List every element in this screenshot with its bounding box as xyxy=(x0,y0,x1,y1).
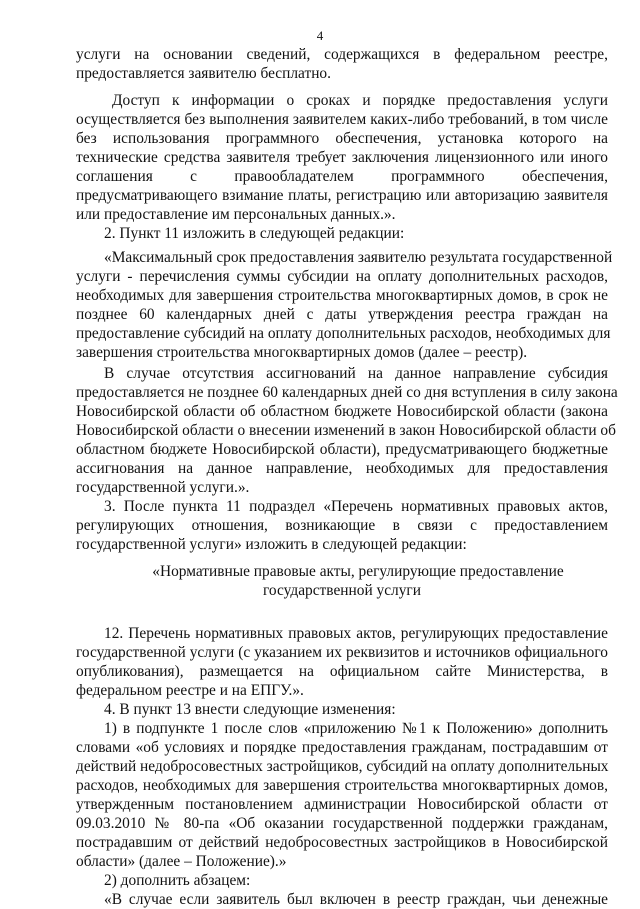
text-line: предоставляется заявителю бесплатно. xyxy=(76,65,331,82)
text-line: услуги на основании сведений, содержащихся в федеральном реестре, xyxy=(76,46,608,63)
text-line: государственной услуги (с указанием их реквизитов и источников официального xyxy=(76,644,608,661)
text-line: 3. После пункта 11 подраздел «Перечень нормативных правовых актов, xyxy=(104,498,608,515)
text-line: регулирующих отношения, возникающие в связи с предоставлением xyxy=(76,517,608,534)
text-line: пострадавшим от действий недобросовестных застройщиков в Новосибирской xyxy=(76,834,608,851)
text-line: 12. Перечень нормативных правовых актов, регулирующих предоставление xyxy=(104,625,608,642)
text-line: области» (далее – Положение).» xyxy=(76,853,287,870)
text-line: Доступ к информации о сроках и порядке предоставления услуги xyxy=(112,92,608,109)
text-line: «Максимальный срок предоставления заявителю результата государственной xyxy=(104,249,613,266)
text-line: «В случае если заявитель был включен в реестр граждан, чьи денежные xyxy=(104,891,608,908)
text-line: расходов, необходимых для завершения строительства многоквартирных домов, xyxy=(76,777,608,794)
text-line: 1) в подпункте 1 после слов «приложению №1 к Положению» дополнить xyxy=(104,720,608,737)
text-line: соглашения с правообладателем программного обеспечения, xyxy=(76,168,608,185)
text-line: позднее 60 календарных дней с даты утверждения реестра граждан на xyxy=(76,306,608,323)
text-line: действий недобросовестных застройщиков, субсидий на оплату дополнительных xyxy=(76,758,609,775)
text-line: 2) дополнить абзацем: xyxy=(104,872,251,889)
text-line: или предоставление им персональных данных.». xyxy=(76,206,396,223)
text-line: предусматривающего взимание платы, регистрацию или авторизацию заявителя xyxy=(76,187,608,204)
text-line: ассигнования на данное направление, необходимых для предоставления xyxy=(76,460,608,477)
text-line: 4. В пункт 13 внести следующие изменения: xyxy=(104,701,396,718)
text-line: Новосибирской области об областном бюджете Новосибирской области (закона xyxy=(76,403,608,420)
text-line: 2. Пункт 11 изложить в следующей редакции: xyxy=(104,225,405,242)
text-line: Новосибирской области о внесении изменений в закон Новосибирской области об xyxy=(76,422,616,439)
text-line: необходимых для завершения строительства многоквартирных домов, в срок не xyxy=(76,287,608,304)
text-line: утвержденным постановлением администрации Новосибирской области от xyxy=(76,796,608,813)
text-line: услуги - перечисления суммы субсидии на оплату дополнительных расходов, xyxy=(76,268,608,285)
text-line: В случае отсутствия ассигнований на данное направление субсидия xyxy=(104,365,608,382)
text-line: 09.03.2010 № 80-па «Об оказании государственной поддержки гражданам, xyxy=(76,815,608,832)
text-line: федеральном реестре и на ЕПГУ.». xyxy=(76,682,304,699)
text-line: опубликования), размещается на официальном сайте Министерства, в xyxy=(76,663,608,680)
text-line: государственной услуги.». xyxy=(76,479,250,496)
page-number: 4 xyxy=(316,28,324,43)
text-line: областном бюджете Новосибирской области), предусматривающего бюджетные xyxy=(76,441,608,458)
text-line: государственной услуги» изложить в следующей редакции: xyxy=(76,536,467,553)
section-heading: «Нормативные правовые акты, регулирующие предоставление xyxy=(152,563,564,580)
text-line: предоставляется не позднее 60 календарных дней со дня вступления в силу закона xyxy=(76,384,618,401)
text-line: предоставление субсидий на оплату дополнительных расходов, необходимых для xyxy=(76,325,611,342)
section-heading: государственной услуги xyxy=(263,582,421,599)
text-line: осуществляется без выполнения заявителем каких-либо требований, в том числе xyxy=(76,111,608,128)
text-line: без использования программного обеспечения, установка которого на xyxy=(76,130,608,147)
text-line: словами «об условиях и порядке предоставления гражданам, пострадавшим от xyxy=(76,739,608,756)
text-line: технические средства заявителя требует заключения лицензионного или иного xyxy=(76,149,608,166)
text-line: завершения строительства многоквартирных домов (далее – реестр). xyxy=(76,344,528,361)
